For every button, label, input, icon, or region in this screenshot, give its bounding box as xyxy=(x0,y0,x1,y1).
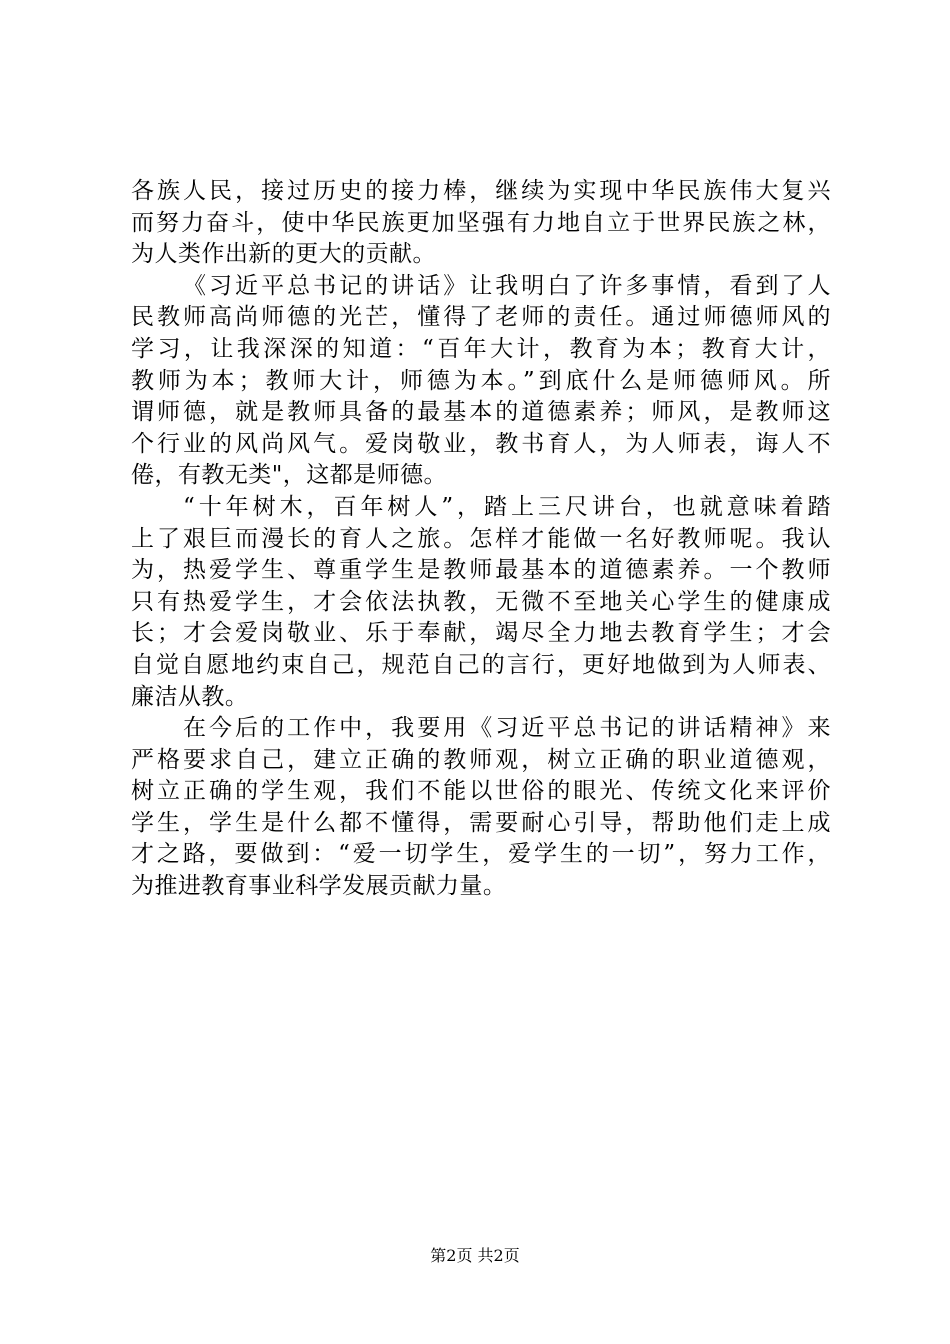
text-line: 为推进教育事业科学发展贡献力量。 xyxy=(131,873,507,900)
text-line: 个行业的风尚风气。爱岗敬业，教书育人，为人师表，诲人不 xyxy=(131,430,831,457)
text-line: 而努力奋斗，使中华民族更加坚强有力地自立于世界民族之林， xyxy=(131,209,831,236)
paragraph xyxy=(131,176,831,271)
paragraph xyxy=(131,271,831,492)
text-line: 《习近平总书记的讲话》让我明白了许多事情，看到了人 xyxy=(183,272,831,299)
text-line: “十年树木，百年树人”，踏上三尺讲台，也就意味着踏 xyxy=(183,493,831,520)
paragraph xyxy=(131,713,831,903)
text-line: 学习，让我深深的知道：“百年大计，教育为本；教育大计， xyxy=(131,335,831,362)
text-line: 才之路，要做到：“爱一切学生，爱学生的一切”，努力工作， xyxy=(131,841,831,868)
text-line: 长；才会爱岗敬业、乐于奉献，竭尽全力地去教育学生；才会 xyxy=(131,620,831,647)
text-line: 学生，学生是什么都不懂得，需要耐心引导，帮助他们走上成 xyxy=(131,809,831,836)
text-line: 谓师德，就是教师具备的最基本的道德素养；师风，是教师这 xyxy=(131,399,831,426)
text-line: 廉洁从教。 xyxy=(131,683,249,710)
text-line: 严格要求自己，建立正确的教师观，树立正确的职业道德观， xyxy=(131,746,831,773)
text-line: 民教师高尚师德的光芒，懂得了老师的责任。通过师德师风的 xyxy=(131,304,831,331)
text-line: 倦，有教无类"，这都是师德。 xyxy=(131,462,448,489)
document-body xyxy=(131,176,831,903)
page-number-label: 第2页 共2页 xyxy=(430,1246,520,1265)
text-line: 为，热爱学生、尊重学生是教师最基本的道德素养。一个教师 xyxy=(131,557,831,584)
page-footer xyxy=(0,1244,950,1268)
paragraph xyxy=(131,492,831,713)
text-line: 只有热爱学生，才会依法执教，无微不至地关心学生的健康成 xyxy=(131,588,831,615)
text-line: 树立正确的学生观，我们不能以世俗的眼光、传统文化来评价 xyxy=(131,778,831,805)
text-line: 在今后的工作中，我要用《习近平总书记的讲话精神》来 xyxy=(183,715,831,742)
text-line: 教师为本；教师大计，师德为本。”到底什么是师德师风。所 xyxy=(131,367,831,394)
text-line: 为人类作出新的更大的贡献。 xyxy=(131,241,436,268)
text-line: 自觉自愿地约束自己，规范自己的言行，更好地做到为人师表、 xyxy=(131,651,831,678)
text-line: 各族人民，接过历史的接力棒，继续为实现中华民族伟大复兴 xyxy=(131,178,831,204)
text-line: 上了艰巨而漫长的育人之旅。怎样才能做一名好教师呢。我认 xyxy=(131,525,831,552)
